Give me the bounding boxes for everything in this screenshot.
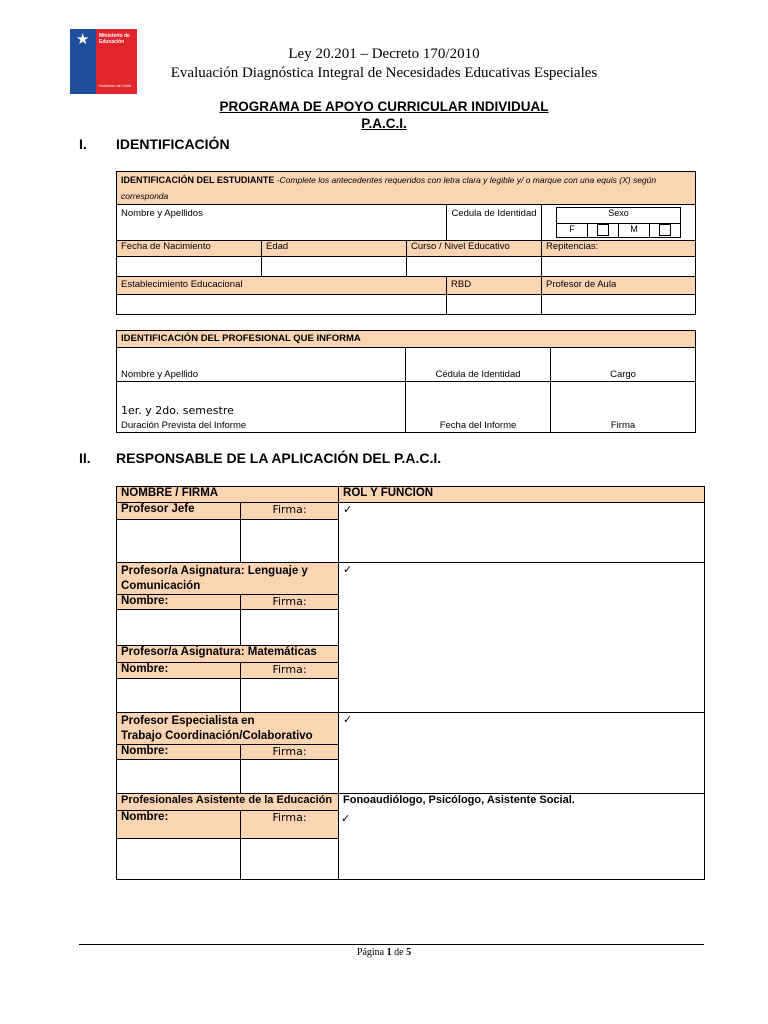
especialista-nombre-label: Nombre: — [117, 745, 241, 760]
student-name-field[interactable]: Nombre y Apellidos — [117, 205, 447, 241]
section-2-number: II. — [79, 450, 91, 466]
section-1-title: IDENTIFICACIÓN — [116, 136, 230, 152]
col-role-function: ROL Y FUNCIÓN — [339, 487, 705, 503]
star-icon: ★ — [76, 30, 90, 48]
asistente-signature-field[interactable] — [241, 839, 339, 880]
teacher-field[interactable] — [542, 295, 696, 315]
especialista-firma-label: Firma: — [241, 745, 339, 760]
sex-f-label: F — [557, 224, 588, 238]
repeat-field[interactable] — [542, 257, 696, 277]
sex-m-label: M — [619, 224, 650, 238]
lenguaje-firma-label: Firma: — [241, 595, 339, 610]
student-sex-field — [542, 205, 696, 241]
age-field[interactable] — [262, 257, 407, 277]
subject-role-field[interactable] — [339, 563, 705, 713]
header-law: Ley 20.201 – Decreto 170/2010 — [288, 46, 480, 62]
ministry-logo: ★ Ministerio de Educación Gobierno de Chile — [70, 29, 137, 94]
section-1-number: I. — [79, 136, 87, 152]
birth-date-label: Fecha de Nacimiento — [117, 241, 262, 257]
teacher-label: Profesor de Aula — [542, 277, 696, 295]
professional-name-field[interactable]: Nombre y Apellido — [117, 348, 406, 382]
asistente-role-field[interactable] — [339, 794, 705, 880]
rbd-field[interactable] — [447, 295, 542, 315]
lenguaje-signature-field[interactable] — [241, 610, 339, 646]
page-number: Página 1 de 5 — [356, 947, 412, 958]
course-label: Curso / Nivel Educativo — [407, 241, 542, 257]
asistente-name-field[interactable] — [117, 839, 241, 880]
school-field[interactable] — [117, 295, 447, 315]
col-name-signature: NOMBRE / FIRMA — [117, 487, 339, 503]
duration-label: Duración Prevista del Informe — [121, 420, 247, 431]
matematicas-name-field[interactable] — [117, 679, 241, 713]
asistente-label: Profesionales Asistente de la Educación — [117, 794, 339, 811]
sex-label: Sexo — [557, 208, 681, 224]
duration-value: 1er. y 2do. semestre — [121, 404, 234, 417]
jefe-signature-field[interactable] — [241, 520, 339, 563]
lenguaje-name-field[interactable] — [117, 610, 241, 646]
matematicas-nombre-label: Nombre: — [117, 663, 241, 679]
lenguaje-label: Profesor/a Asignatura: Lenguaje y Comunicación — [117, 563, 339, 595]
professional-table — [116, 330, 696, 433]
asistente-nombre-label: Nombre: — [117, 811, 241, 839]
signature-field[interactable]: Firma — [551, 382, 696, 433]
jefe-name-field[interactable] — [117, 520, 241, 563]
duration-field[interactable] — [117, 382, 406, 433]
especialista-role-field[interactable] — [339, 713, 705, 794]
matematicas-firma-label: Firma: — [241, 663, 339, 679]
professional-section-header: IDENTIFICACIÓN DEL PROFESIONAL QUE INFORMA — [117, 331, 696, 348]
student-table — [116, 171, 696, 315]
footer-divider — [79, 944, 704, 945]
sex-m-checkbox[interactable] — [650, 224, 681, 238]
asistente-firma-label: Firma: — [241, 811, 339, 839]
matematicas-signature-field[interactable] — [241, 679, 339, 713]
report-date-field[interactable]: Fecha del Informe — [406, 382, 551, 433]
document-acronym: P.A.C.I. — [361, 116, 407, 131]
matematicas-label: Profesor/a Asignatura: Matemáticas — [117, 646, 339, 663]
age-label: Edad — [262, 241, 407, 257]
school-label: Establecimiento Educacional — [117, 277, 447, 295]
especialista-name-field[interactable] — [117, 760, 241, 794]
jefe-firma-label: Firma: — [241, 503, 339, 520]
especialista-label: Profesor Especialista en Trabajo Coordinación/Colaborativo — [117, 713, 339, 745]
jefe-label: Profesor Jefe — [117, 503, 241, 520]
sex-f-checkbox[interactable] — [588, 224, 619, 238]
course-field[interactable] — [407, 257, 542, 277]
professional-role-field[interactable]: Cargo — [551, 348, 696, 382]
check-icon: ✓ — [343, 713, 353, 726]
rbd-label: RBD — [447, 277, 542, 295]
check-icon: ✓ — [341, 812, 351, 825]
professional-id-field[interactable]: Cédula de Identidad — [406, 348, 551, 382]
student-section-header: IDENTIFICACIÓN DEL ESTUDIANTE -Complete los antecedentes requeridos con letra clara y legible y/ o marque con una equis (X) según corresponda — [117, 172, 696, 205]
section-2-title: RESPONSABLE DE LA APLICACIÓN DEL P.A.C.I. — [116, 450, 442, 466]
header-subtitle: Evaluación Diagnóstica Integral de Necesidades Educativas Especiales — [170, 65, 598, 81]
check-icon: ✓ — [343, 563, 353, 576]
especialista-signature-field[interactable] — [241, 760, 339, 794]
jefe-role-field[interactable] — [339, 503, 705, 563]
birth-date-field[interactable] — [117, 257, 262, 277]
check-icon: ✓ — [343, 503, 353, 516]
lenguaje-nombre-label: Nombre: — [117, 595, 241, 610]
student-id-field[interactable]: Cedula de Identidad — [447, 205, 542, 241]
responsible-table — [116, 486, 705, 880]
document-title: PROGRAMA DE APOYO CURRICULAR INDIVIDUAL — [219, 99, 549, 114]
repeat-label: Repitencias: — [542, 241, 696, 257]
asistente-role-text: Fonoaudiólogo, Psicólogo, Asistente Social. — [343, 794, 575, 806]
